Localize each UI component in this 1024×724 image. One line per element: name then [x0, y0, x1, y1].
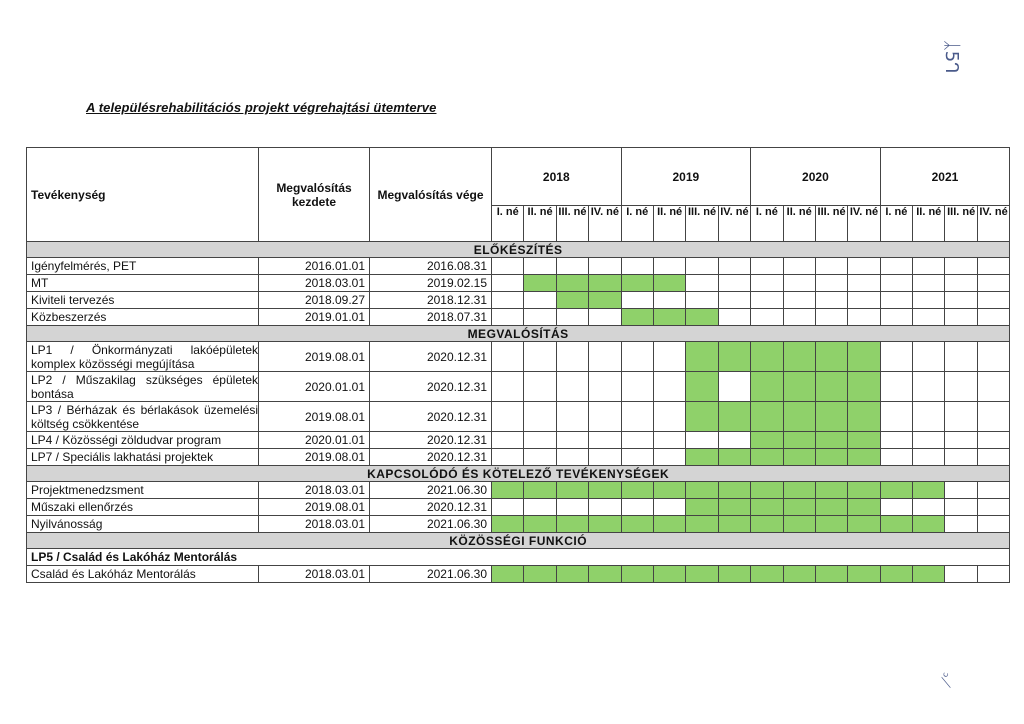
- gantt-cell-empty: [880, 499, 912, 516]
- start-date-cell: 2019.08.01: [259, 499, 370, 516]
- gantt-cell-empty: [718, 432, 750, 449]
- gantt-cell-empty: [524, 402, 556, 432]
- gantt-cell-filled: [751, 516, 783, 533]
- gantt-cell-empty: [945, 309, 977, 326]
- gantt-cell-empty: [524, 499, 556, 516]
- gantt-cell-filled: [815, 432, 847, 449]
- gantt-cell-empty: [945, 499, 977, 516]
- gantt-cell-empty: [913, 342, 945, 372]
- end-date-cell: 2020.12.31: [370, 372, 492, 402]
- section-subtitle-row: [27, 549, 1010, 566]
- quarter-header: IV. né: [848, 206, 880, 242]
- quarter-header: I. né: [751, 206, 783, 242]
- gantt-cell-empty: [653, 402, 685, 432]
- gantt-cell-empty: [913, 372, 945, 402]
- gantt-cell-empty: [880, 372, 912, 402]
- start-date-cell: 2018.03.01: [259, 516, 370, 533]
- gantt-cell-filled: [718, 516, 750, 533]
- start-date-cell: 2018.09.27: [259, 292, 370, 309]
- gantt-cell-filled: [751, 402, 783, 432]
- end-date-cell: 2021.06.30: [370, 482, 492, 499]
- gantt-cell-filled: [653, 516, 685, 533]
- gantt-cell-filled: [686, 482, 718, 499]
- table-row: [27, 432, 1010, 449]
- section-title: KAPCSOLÓDÓ ÉS KÖTELEZŐ TEVÉKENYSÉGEK: [27, 466, 1010, 482]
- gantt-cell-empty: [524, 449, 556, 466]
- gantt-cell-empty: [653, 432, 685, 449]
- gantt-cell-empty: [945, 342, 977, 372]
- gantt-cell-filled: [848, 402, 880, 432]
- gantt-cell-filled: [751, 499, 783, 516]
- gantt-cell-empty: [783, 275, 815, 292]
- gantt-cell-empty: [621, 292, 653, 309]
- handwritten-mark-top: ᛣ5ᒉ: [941, 40, 962, 74]
- gantt-cell-empty: [653, 342, 685, 372]
- gantt-cell-filled: [751, 449, 783, 466]
- gantt-cell-empty: [653, 499, 685, 516]
- gantt-cell-empty: [977, 516, 1009, 533]
- activity-cell: LP4 / Közösségi zöldudvar program: [27, 432, 259, 449]
- gantt-cell-empty: [913, 309, 945, 326]
- gantt-cell-filled: [848, 482, 880, 499]
- gantt-cell-filled: [718, 566, 750, 583]
- gantt-cell-filled: [848, 499, 880, 516]
- gantt-cell-filled: [751, 482, 783, 499]
- gantt-cell-filled: [913, 516, 945, 533]
- activity-cell: LP1 / Önkormányzati lakóépületek komplex közösségi megújítása: [27, 342, 259, 372]
- gantt-cell-empty: [945, 292, 977, 309]
- gantt-cell-empty: [524, 372, 556, 402]
- end-date-cell: 2019.02.15: [370, 275, 492, 292]
- start-date-cell: 2020.01.01: [259, 372, 370, 402]
- gantt-cell-empty: [492, 402, 524, 432]
- gantt-cell-empty: [783, 309, 815, 326]
- gantt-cell-empty: [977, 566, 1009, 583]
- gantt-cell-empty: [653, 258, 685, 275]
- start-date-cell: 2016.01.01: [259, 258, 370, 275]
- section-header-row: [27, 326, 1010, 342]
- gantt-cell-filled: [848, 566, 880, 583]
- end-date-cell: 2020.12.31: [370, 342, 492, 372]
- gantt-cell-filled: [589, 275, 621, 292]
- gantt-cell-empty: [783, 258, 815, 275]
- gantt-cell-empty: [686, 432, 718, 449]
- gantt-cell-filled: [913, 566, 945, 583]
- gantt-cell-empty: [945, 258, 977, 275]
- gantt-cell-empty: [977, 309, 1009, 326]
- activity-cell: Műszaki ellenőrzés: [27, 499, 259, 516]
- gantt-cell-filled: [556, 516, 588, 533]
- gantt-cell-filled: [621, 516, 653, 533]
- gantt-cell-filled: [815, 402, 847, 432]
- gantt-cell-empty: [977, 275, 1009, 292]
- gantt-cell-empty: [718, 275, 750, 292]
- gantt-cell-empty: [880, 432, 912, 449]
- gantt-cell-filled: [880, 482, 912, 499]
- quarter-header: II. né: [524, 206, 556, 242]
- gantt-cell-filled: [621, 309, 653, 326]
- section-subtitle: LP5 / Család és Lakóház Mentorálás: [27, 549, 1010, 566]
- gantt-cell-filled: [589, 482, 621, 499]
- gantt-cell-filled: [718, 342, 750, 372]
- gantt-cell-filled: [556, 482, 588, 499]
- gantt-cell-filled: [524, 275, 556, 292]
- table-row: [27, 449, 1010, 466]
- gantt-cell-empty: [556, 499, 588, 516]
- gantt-cell-empty: [751, 309, 783, 326]
- start-date-cell: 2018.03.01: [259, 275, 370, 292]
- table-row: [27, 566, 1010, 583]
- activity-cell: Igényfelmérés, PET: [27, 258, 259, 275]
- gantt-cell-filled: [815, 499, 847, 516]
- activity-cell: Közbeszerzés: [27, 309, 259, 326]
- gantt-cell-empty: [913, 432, 945, 449]
- gantt-cell-filled: [880, 566, 912, 583]
- gantt-cell-filled: [718, 402, 750, 432]
- end-date-cell: 2018.12.31: [370, 292, 492, 309]
- gantt-cell-filled: [524, 566, 556, 583]
- quarter-header: III. né: [945, 206, 977, 242]
- gantt-cell-filled: [718, 499, 750, 516]
- gantt-cell-empty: [492, 499, 524, 516]
- gantt-cell-empty: [589, 432, 621, 449]
- gantt-cell-empty: [815, 258, 847, 275]
- gantt-cell-empty: [556, 402, 588, 432]
- quarter-header: I. né: [880, 206, 912, 242]
- gantt-cell-empty: [556, 372, 588, 402]
- gantt-cell-filled: [783, 449, 815, 466]
- gantt-cell-filled: [653, 275, 685, 292]
- gantt-cell-empty: [848, 292, 880, 309]
- gantt-cell-empty: [977, 402, 1009, 432]
- quarter-header: II. né: [913, 206, 945, 242]
- gantt-cell-empty: [751, 292, 783, 309]
- gantt-cell-filled: [815, 449, 847, 466]
- end-date-cell: 2021.06.30: [370, 516, 492, 533]
- quarter-header: III. né: [686, 206, 718, 242]
- gantt-cell-empty: [977, 372, 1009, 402]
- gantt-cell-empty: [556, 309, 588, 326]
- gantt-cell-empty: [880, 309, 912, 326]
- activity-cell: Család és Lakóház Mentorálás: [27, 566, 259, 583]
- gantt-cell-filled: [686, 342, 718, 372]
- gantt-cell-filled: [815, 372, 847, 402]
- year-2021: 2021: [880, 148, 1010, 206]
- activity-cell: Nyilvánosság: [27, 516, 259, 533]
- gantt-cell-empty: [718, 292, 750, 309]
- gantt-cell-filled: [686, 566, 718, 583]
- gantt-cell-empty: [977, 449, 1009, 466]
- gantt-cell-filled: [589, 292, 621, 309]
- gantt-cell-empty: [913, 275, 945, 292]
- gantt-cell-empty: [492, 449, 524, 466]
- gantt-cell-empty: [880, 258, 912, 275]
- gantt-cell-filled: [524, 516, 556, 533]
- gantt-cell-empty: [492, 432, 524, 449]
- table-row: [27, 516, 1010, 533]
- gantt-cell-filled: [783, 499, 815, 516]
- gantt-cell-empty: [589, 342, 621, 372]
- gantt-cell-filled: [815, 566, 847, 583]
- gantt-cell-filled: [524, 482, 556, 499]
- gantt-cell-filled: [848, 449, 880, 466]
- gantt-cell-empty: [783, 292, 815, 309]
- gantt-cell-filled: [783, 516, 815, 533]
- start-date-cell: 2018.03.01: [259, 482, 370, 499]
- quarter-header: III. né: [815, 206, 847, 242]
- gantt-cell-empty: [556, 432, 588, 449]
- gantt-cell-empty: [880, 342, 912, 372]
- gantt-cell-filled: [621, 482, 653, 499]
- activity-cell: Kiviteli tervezés: [27, 292, 259, 309]
- gantt-cell-empty: [815, 292, 847, 309]
- quarter-header: IV. né: [977, 206, 1009, 242]
- section-header-row: [27, 533, 1010, 549]
- gantt-cell-filled: [686, 372, 718, 402]
- gantt-cell-empty: [945, 516, 977, 533]
- gantt-cell-empty: [492, 342, 524, 372]
- gantt-cell-filled: [589, 516, 621, 533]
- start-date-cell: 2019.01.01: [259, 309, 370, 326]
- table-row: [27, 258, 1010, 275]
- end-date-cell: 2020.12.31: [370, 432, 492, 449]
- year-2018: 2018: [492, 148, 622, 206]
- gantt-cell-empty: [686, 258, 718, 275]
- gantt-cell-empty: [945, 432, 977, 449]
- gantt-cell-empty: [718, 372, 750, 402]
- table-row: [27, 499, 1010, 516]
- gantt-cell-empty: [880, 275, 912, 292]
- gantt-cell-empty: [686, 275, 718, 292]
- gantt-cell-empty: [492, 275, 524, 292]
- table-row: [27, 482, 1010, 499]
- gantt-cell-empty: [653, 449, 685, 466]
- gantt-cell-filled: [621, 275, 653, 292]
- gantt-cell-filled: [913, 482, 945, 499]
- gantt-cell-empty: [945, 402, 977, 432]
- gantt-cell-empty: [880, 449, 912, 466]
- gantt-cell-empty: [524, 342, 556, 372]
- gantt-cell-empty: [492, 372, 524, 402]
- gantt-cell-empty: [621, 258, 653, 275]
- quarter-header: IV. né: [589, 206, 621, 242]
- gantt-cell-filled: [783, 402, 815, 432]
- gantt-cell-filled: [783, 342, 815, 372]
- gantt-cell-empty: [977, 499, 1009, 516]
- table-row: [27, 292, 1010, 309]
- header-end: Megvalósítás vége: [370, 148, 492, 242]
- section-header-row: [27, 466, 1010, 482]
- gantt-cell-filled: [815, 482, 847, 499]
- table-row: [27, 342, 1010, 372]
- gantt-cell-filled: [718, 482, 750, 499]
- gantt-cell-empty: [718, 258, 750, 275]
- end-date-cell: 2016.08.31: [370, 258, 492, 275]
- gantt-cell-empty: [848, 309, 880, 326]
- start-date-cell: 2018.03.01: [259, 566, 370, 583]
- activity-cell: LP2 / Műszakilag szükséges épületek bontása: [27, 372, 259, 402]
- gantt-cell-filled: [686, 499, 718, 516]
- gantt-cell-filled: [653, 309, 685, 326]
- end-date-cell: 2020.12.31: [370, 402, 492, 432]
- gantt-cell-empty: [848, 275, 880, 292]
- gantt-cell-filled: [848, 342, 880, 372]
- end-date-cell: 2020.12.31: [370, 499, 492, 516]
- gantt-cell-filled: [686, 449, 718, 466]
- year-2020: 2020: [751, 148, 881, 206]
- section-title: MEGVALÓSÍTÁS: [27, 326, 1010, 342]
- gantt-cell-empty: [977, 432, 1009, 449]
- gantt-cell-empty: [556, 258, 588, 275]
- gantt-cell-empty: [977, 482, 1009, 499]
- table-row: [27, 402, 1010, 432]
- handwritten-initials: ⟋ᶜ: [938, 671, 957, 689]
- gantt-cell-empty: [524, 258, 556, 275]
- gantt-cell-filled: [751, 566, 783, 583]
- gantt-cell-empty: [686, 292, 718, 309]
- gantt-cell-empty: [589, 499, 621, 516]
- gantt-cell-empty: [913, 258, 945, 275]
- gantt-cell-empty: [589, 372, 621, 402]
- gantt-cell-empty: [751, 258, 783, 275]
- gantt-cell-filled: [751, 372, 783, 402]
- end-date-cell: 2020.12.31: [370, 449, 492, 466]
- gantt-cell-empty: [653, 292, 685, 309]
- gantt-cell-filled: [653, 482, 685, 499]
- gantt-cell-empty: [589, 258, 621, 275]
- gantt-cell-empty: [945, 482, 977, 499]
- gantt-cell-empty: [621, 449, 653, 466]
- gantt-cell-empty: [589, 402, 621, 432]
- gantt-cell-empty: [621, 402, 653, 432]
- quarter-header: I. né: [621, 206, 653, 242]
- gantt-cell-filled: [556, 292, 588, 309]
- section-title: KÖZÖSSÉGI FUNKCIÓ: [27, 533, 1010, 549]
- gantt-cell-filled: [589, 566, 621, 583]
- gantt-cell-empty: [815, 309, 847, 326]
- gantt-cell-empty: [880, 402, 912, 432]
- gantt-cell-filled: [492, 482, 524, 499]
- gantt-cell-filled: [621, 566, 653, 583]
- gantt-cell-empty: [977, 258, 1009, 275]
- gantt-cell-empty: [589, 309, 621, 326]
- gantt-cell-empty: [492, 309, 524, 326]
- gantt-cell-empty: [913, 402, 945, 432]
- gantt-cell-empty: [556, 449, 588, 466]
- gantt-cell-empty: [945, 372, 977, 402]
- gantt-cell-filled: [848, 432, 880, 449]
- gantt-cell-empty: [913, 292, 945, 309]
- gantt-cell-filled: [751, 342, 783, 372]
- gantt-cell-filled: [492, 566, 524, 583]
- gantt-cell-filled: [848, 372, 880, 402]
- activity-cell: LP7 / Speciális lakhatási projektek: [27, 449, 259, 466]
- quarter-header: I. né: [492, 206, 524, 242]
- gantt-cell-filled: [492, 516, 524, 533]
- gantt-cell-filled: [653, 566, 685, 583]
- section-header-row: [27, 242, 1010, 258]
- start-date-cell: 2020.01.01: [259, 432, 370, 449]
- gantt-cell-filled: [718, 449, 750, 466]
- quarter-header: III. né: [556, 206, 588, 242]
- gantt-cell-filled: [783, 566, 815, 583]
- gantt-cell-empty: [524, 432, 556, 449]
- activity-cell: LP3 / Bérházak és bérlakások üzemelési költség csökkentése: [27, 402, 259, 432]
- gantt-cell-empty: [621, 372, 653, 402]
- table-row: [27, 309, 1010, 326]
- gantt-cell-filled: [848, 516, 880, 533]
- header-start: Megvalósítás kezdete: [259, 148, 370, 242]
- section-title: ELŐKÉSZÍTÉS: [27, 242, 1010, 258]
- quarter-header: II. né: [653, 206, 685, 242]
- gantt-cell-empty: [589, 449, 621, 466]
- gantt-cell-empty: [977, 342, 1009, 372]
- end-date-cell: 2018.07.31: [370, 309, 492, 326]
- gantt-cell-empty: [880, 292, 912, 309]
- table-row: [27, 275, 1010, 292]
- gantt-cell-empty: [913, 449, 945, 466]
- page-title: A településrehabilitációs projekt végrehajtási ütemterve: [86, 100, 437, 115]
- gantt-cell-empty: [524, 309, 556, 326]
- activity-cell: MT: [27, 275, 259, 292]
- gantt-cell-filled: [686, 309, 718, 326]
- end-date-cell: 2021.06.30: [370, 566, 492, 583]
- gantt-cell-empty: [848, 258, 880, 275]
- gantt-cell-empty: [621, 432, 653, 449]
- gantt-cell-empty: [977, 292, 1009, 309]
- gantt-cell-filled: [686, 516, 718, 533]
- table-row: [27, 372, 1010, 402]
- year-2019: 2019: [621, 148, 751, 206]
- gantt-cell-filled: [815, 342, 847, 372]
- gantt-cell-empty: [815, 275, 847, 292]
- quarter-header: IV. né: [718, 206, 750, 242]
- gantt-cell-empty: [621, 499, 653, 516]
- gantt-cell-empty: [556, 342, 588, 372]
- gantt-cell-empty: [718, 309, 750, 326]
- gantt-cell-filled: [751, 432, 783, 449]
- header-activity: Tevékenység: [27, 148, 259, 242]
- gantt-cell-empty: [653, 372, 685, 402]
- gantt-cell-empty: [524, 292, 556, 309]
- gantt-cell-empty: [945, 566, 977, 583]
- quarter-header: II. né: [783, 206, 815, 242]
- gantt-cell-empty: [492, 292, 524, 309]
- start-date-cell: 2019.08.01: [259, 449, 370, 466]
- gantt-cell-filled: [880, 516, 912, 533]
- gantt-cell-empty: [945, 449, 977, 466]
- gantt-cell-empty: [492, 258, 524, 275]
- gantt-cell-filled: [556, 275, 588, 292]
- schedule-table: [26, 147, 1010, 583]
- gantt-cell-filled: [686, 402, 718, 432]
- gantt-cell-empty: [913, 499, 945, 516]
- gantt-cell-empty: [621, 342, 653, 372]
- activity-cell: Projektmenedzsment: [27, 482, 259, 499]
- gantt-cell-filled: [783, 482, 815, 499]
- start-date-cell: 2019.08.01: [259, 402, 370, 432]
- gantt-cell-filled: [556, 566, 588, 583]
- gantt-cell-filled: [783, 372, 815, 402]
- start-date-cell: 2019.08.01: [259, 342, 370, 372]
- gantt-cell-filled: [815, 516, 847, 533]
- gantt-cell-empty: [945, 275, 977, 292]
- gantt-cell-filled: [783, 432, 815, 449]
- gantt-cell-empty: [751, 275, 783, 292]
